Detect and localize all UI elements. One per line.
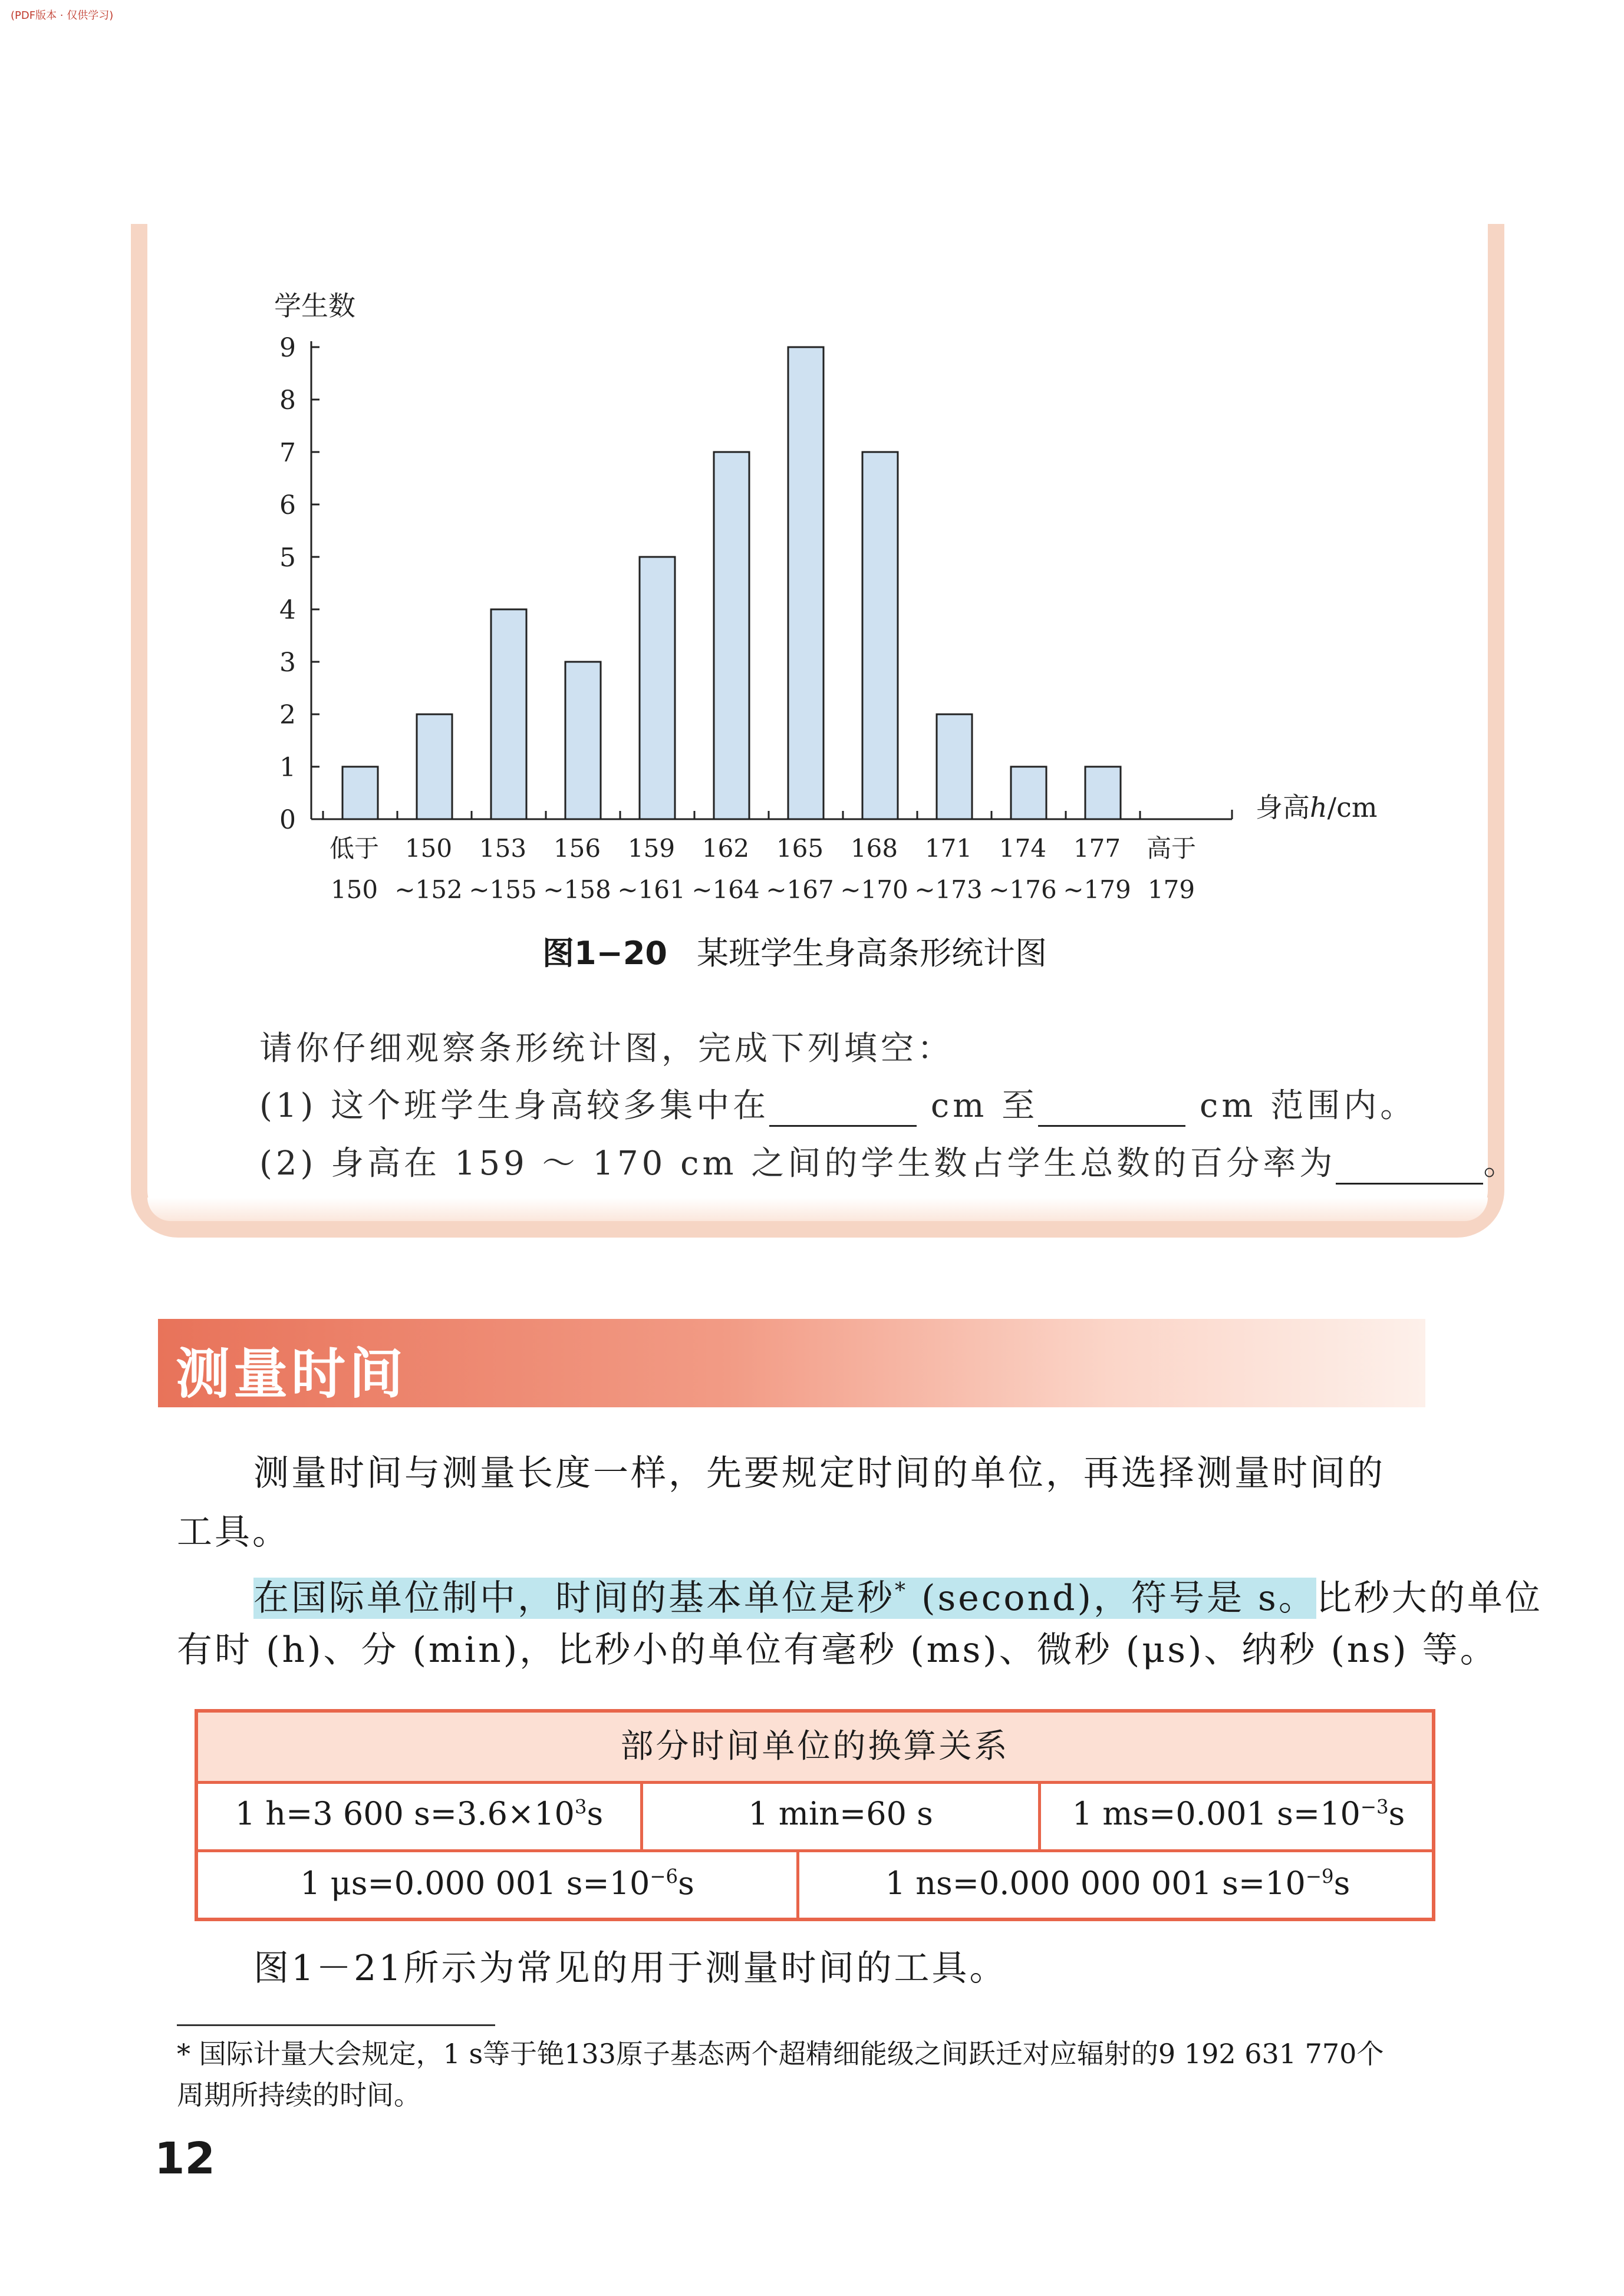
highlighted-definition [253,1578,1316,1619]
x-tick-label: ~167 [766,875,834,904]
bar [862,452,898,819]
bar [788,347,823,819]
figure-title: 某班学生身高条形统计图 [696,935,1047,972]
x-tick-label: 179 [1147,875,1195,904]
question-1-part-c: cm 范围内。 [1185,1087,1417,1125]
cell-text: 1 ms=0.001 s=10 [1072,1795,1361,1832]
question-1-blank-2[interactable] [1038,1087,1185,1127]
paragraph-1-line-2: 工具。 [177,1512,290,1553]
y-axis-label: 学生数 [274,290,355,322]
question-2-part-b: 。 [1483,1144,1520,1183]
table-row-divider [198,1849,1432,1852]
bar [640,557,675,819]
x-tick-label: ~158 [543,875,611,904]
x-tick-label: ~164 [691,875,760,904]
table-cell-microsecond [198,1865,796,1902]
x-tick-label: 168 [850,834,898,863]
figure-number: 图1−20 [542,935,667,972]
question-1-blank-1[interactable] [769,1087,917,1127]
x-tick-label: 177 [1073,834,1121,863]
table-cell-millisecond [1041,1795,1436,1832]
y-tick-label: 3 [279,648,296,678]
x-tick-label: ~179 [1063,875,1131,904]
question-1-part-a: (1) 这个班学生身高较多集中在 [259,1087,770,1125]
y-tick-label: 0 [279,805,296,835]
x-tick-label: ~155 [469,875,537,904]
paragraph-2-line-1 [253,1562,1543,1628]
header-mark: (PDF版本 · 仅供学习) [11,9,114,22]
bar [714,452,749,819]
x-tick-label: 162 [701,834,750,863]
x-tick-label: 165 [776,834,824,863]
bar [491,609,526,819]
y-tick-label: 8 [279,385,296,415]
question-2 [259,1137,1520,1185]
page-number: 12 [154,2133,215,2184]
x-tick-label: ~161 [617,875,686,904]
footnote-line-1: * 国际计量大会规定，1 s等于铯133原子基态两个超精细能级之间跃迁对应辐射的9 192 631 770个 [177,2038,1384,2070]
footnote-marker: * [895,1579,908,1603]
paragraph-1-line-1: 测量时间与测量长度一样，先要规定时间的单位，再选择测量时间的 [253,1453,1385,1494]
conversion-table [195,1709,1435,1921]
cell-text: 1 h=3 600 s=3.6×10 [235,1795,575,1832]
x-tick-label: 150 [404,834,453,863]
definition-text: 在国际单位制中，时间的基本单位是秒 [253,1578,895,1619]
x-tick-label: ~176 [989,875,1057,904]
x-tick-label: 低于 [329,834,380,863]
cell-unit: s [678,1865,694,1902]
cell-exponent: −6 [650,1865,678,1888]
y-tick-label: 6 [279,490,296,520]
cell-unit: s [1333,1865,1350,1902]
x-tick-label: 高于 [1146,834,1197,863]
bar [565,662,601,819]
x-tick-label: ~173 [914,875,983,904]
question-1-part-b: cm 至 [917,1087,1039,1125]
x-tick-label: ~152 [394,875,463,904]
question-2-part-a: (2) 身高在 159 ～ 170 cm 之间的学生数占学生总数的百分率为 [259,1144,1336,1183]
bar-chart [0,0,1624,919]
bar [937,714,972,819]
x-tick-label: 156 [553,834,601,863]
cell-text: 1 ns=0.000 000 001 s=10 [885,1865,1306,1902]
question-1 [259,1080,1417,1127]
table-cell-hour [198,1795,640,1832]
cell-text: 1 μs=0.000 001 s=10 [300,1865,650,1902]
bar [1085,767,1121,819]
figure-caption [542,928,1132,974]
paragraph-2-line-2: 有时 (h)、分 (min)，比秒小的单位有毫秒 (ms)、微秒 (μs)、纳秒 (ns) 等。 [177,1629,1498,1671]
cell-exponent: −3 [1360,1796,1389,1818]
y-tick-label: 5 [279,543,296,573]
y-tick-label: 4 [279,595,296,625]
paragraph-2-rest: 比秒大的单位 [1316,1578,1543,1619]
definition-symbol: (second)，符号是 s。 [908,1578,1316,1619]
bar [417,714,452,819]
y-tick-label: 9 [279,333,296,363]
paragraph-3: 图1－21所示为常见的用于测量时间的工具。 [253,1948,1007,1989]
cell-exponent: −9 [1305,1865,1334,1888]
footnote-line-2: 周期所持续的时间。 [177,2079,421,2111]
x-tick-label: 153 [479,834,527,863]
question-2-blank[interactable] [1336,1144,1483,1185]
y-tick-label: 2 [279,700,296,730]
cell-unit: s [587,1795,604,1832]
footnote-rule [177,2024,495,2026]
bar [342,767,378,819]
x-tick-label: 159 [627,834,676,863]
cell-exponent: 3 [574,1796,587,1818]
bar [1011,767,1046,819]
x-tick-label: ~170 [840,875,908,904]
table-cell-minute: 1 min=60 s [748,1795,933,1832]
y-tick-label: 7 [279,438,296,468]
y-tick-label: 1 [279,753,296,783]
cell-unit: s [1388,1795,1405,1832]
question-intro: 请你仔细观察条形统计图，完成下列填空： [259,1030,954,1068]
x-tick-label: 171 [924,834,973,863]
table-title: 部分时间单位的换算关系 [198,1713,1432,1784]
x-tick-label: 150 [330,875,378,904]
x-tick-label: 174 [999,834,1047,863]
section-heading-band [158,1319,1425,1407]
table-cell-nanosecond [799,1865,1436,1902]
section-title: 测量时间 [176,1342,407,1406]
x-axis-label: 身高h/cm [1256,791,1378,823]
